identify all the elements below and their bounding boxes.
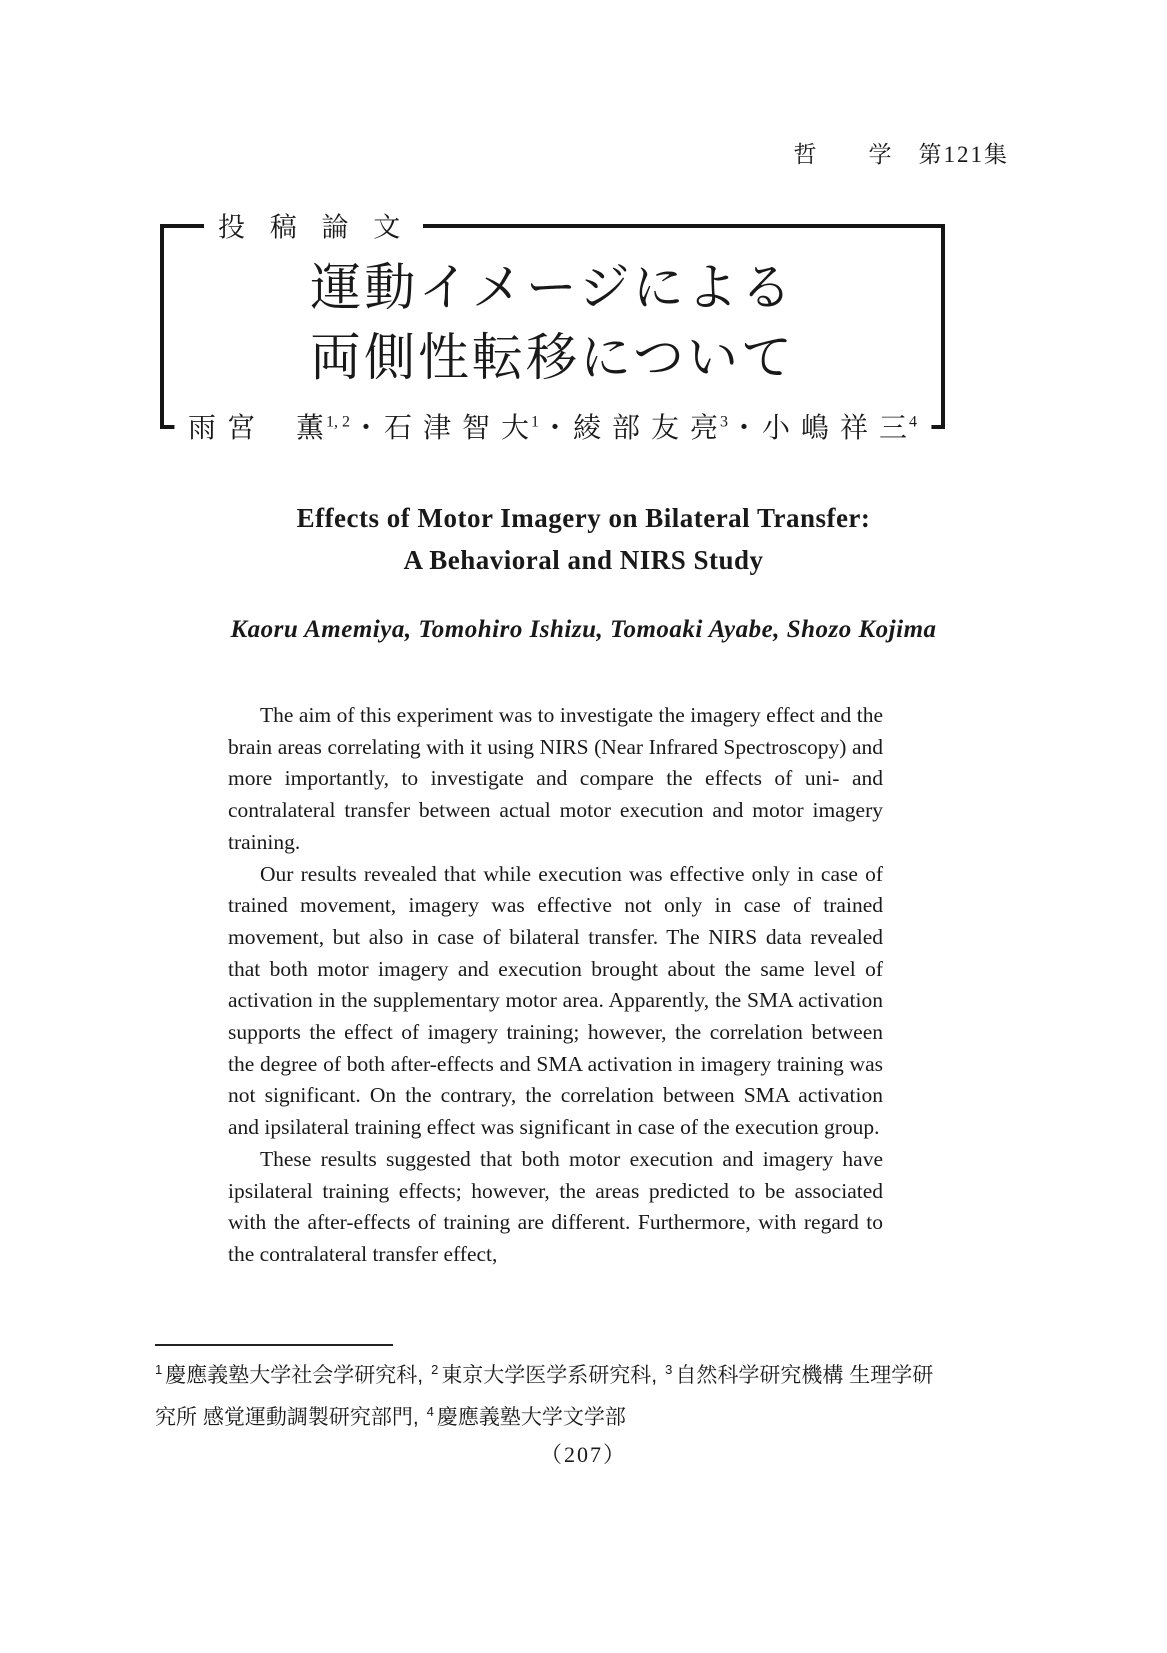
footnote-divider xyxy=(155,1344,393,1346)
footnote-text: 慶應義塾大学文学部 xyxy=(436,1406,626,1429)
footnote-segment xyxy=(431,1364,657,1387)
abstract-paragraph: Our results revealed that while execution was effective only in case of trained movement, imagery was effective not only in case of trained movement, but also in case of bilateral transfer. The NIRS data revealed that both motor imagery and execution brought about the same level of activation in the supplementary motor area. Apparently, the SMA activation supports the effect of imagery training; however, the correlation between the degree of both after-effects and SMA activation in imagery training was not significant. On the contrary, the correlation between SMA activation and ipsilateral training effect was significant in case of the execution group. xyxy=(228,861,883,1140)
abstract-paragraph: The aim of this experiment was to investigate the imagery effect and the brain areas correlating with it using NIRS (Near Infrared Spectroscopy) and more importantly, to investigate and compare the effects of uni- and contralateral transfer between actual motor execution and motor imagery training. xyxy=(228,703,883,854)
jp-author-name: 雨 宮 薫 xyxy=(187,412,326,444)
title-box xyxy=(160,212,945,444)
footnote-segment xyxy=(155,1364,423,1387)
english-title-line2: A Behavioral and NIRS Study xyxy=(403,545,764,575)
english-title xyxy=(0,497,1167,581)
jp-author-sup: 1 xyxy=(530,413,539,431)
jp-author-sup: 4 xyxy=(909,413,918,431)
jp-author-sup: 3 xyxy=(720,413,729,431)
footnote-sup: 4 xyxy=(426,1404,434,1419)
jp-author xyxy=(762,413,917,444)
japanese-title xyxy=(164,254,941,394)
submission-type-label: 投 稿 論 文 xyxy=(204,205,423,244)
japanese-title-line1: 運動イメージによる xyxy=(310,261,795,317)
english-title-line1: Effects of Motor Imagery on Bilateral Transfer: xyxy=(296,503,871,533)
jp-author-name: 綾 部 友 亮 xyxy=(573,412,721,444)
abstract xyxy=(228,700,883,1271)
footnote-text: 自然科学研究機構 生理学研究所 感覚運動調製研究部門, xyxy=(155,1364,934,1429)
japanese-title-line2: 両側性転移について xyxy=(310,331,795,387)
footnote-text: 東京大学医学系研究科, xyxy=(441,1364,658,1387)
footnote xyxy=(155,1352,947,1436)
jp-author xyxy=(188,413,350,444)
abstract-paragraph: These results suggested that both motor execution and imagery have ipsilateral training effects; however, the areas predicted to be associated with the after-effects of training are different. Furthermore, with regard to the contralateral transfer effect, xyxy=(228,1146,883,1266)
jp-author-name: 小 嶋 祥 三 xyxy=(762,412,910,444)
jp-author xyxy=(384,413,539,444)
author-separator: ・ xyxy=(540,412,572,444)
journal-header: 哲 学 第121集 xyxy=(793,142,1009,167)
footnote-text: 慶應義塾大学社会学研究科, xyxy=(165,1364,424,1387)
footnote-segment xyxy=(427,1406,626,1429)
footnote-sup: 2 xyxy=(431,1362,439,1377)
author-separator: ・ xyxy=(351,412,382,444)
page-number: （207） xyxy=(539,1442,627,1467)
jp-author-name: 石 津 智 大 xyxy=(383,412,531,444)
jp-author-sup: 1, 2 xyxy=(325,413,350,431)
japanese-authors-line xyxy=(174,406,931,446)
author-separator: ・ xyxy=(730,412,761,444)
english-authors: Kaoru Amemiya, Tomohiro Ishizu, Tomoaki Ayabe, Shozo Kojima xyxy=(230,616,937,643)
jp-author xyxy=(573,413,728,444)
footnote-sup: 3 xyxy=(665,1362,673,1377)
footnote-sup: 1 xyxy=(155,1362,163,1377)
